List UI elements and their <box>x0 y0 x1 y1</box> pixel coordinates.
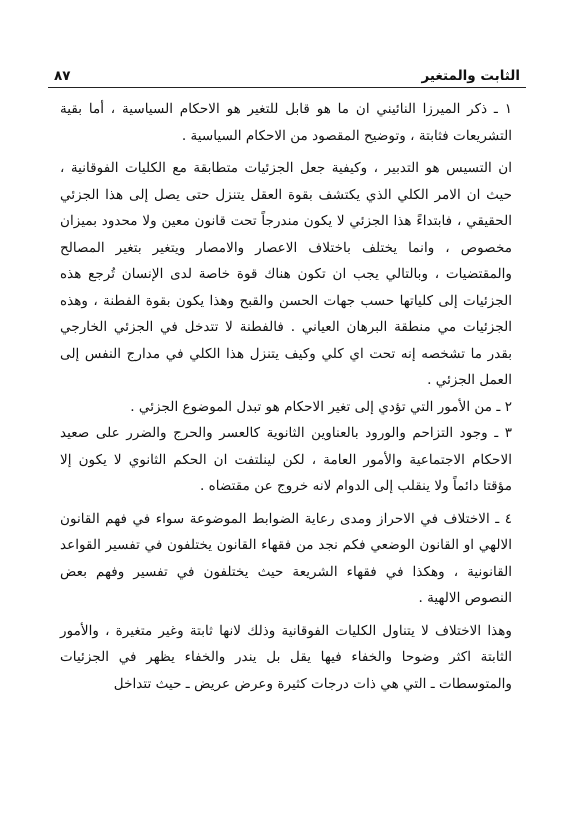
paragraph-3: ٢ ـ من الأمور التي تؤدي إلى تغير الاحكام هو تبدل الموضوع الجزئي . <box>130 398 512 415</box>
running-header <box>48 62 526 88</box>
paragraph-4: ٣ ـ وجود التزاحم والورود بالعناوين الثانوية كالعسر والحرج والضرر على صعيد الاحكام الاجتماعية والأمور العامة ، لكن لينلتفت ان الحكم الثانوي لا يكون إلا مؤقتا دائماً ولا ينقلب إلى الدوام لانه خروج عن مقتضاه . <box>60 425 512 494</box>
paragraph-5: ٤ ـ الاختلاف في الاحراز ومدى رعاية الضوابط الموضوعة سواء في فهم القانون الالهي او القانون الوضعي فكم نجد من فقهاء القانون يختلفون في تفسير القواعد القانونية ، وهكذا في فقهاء الشريعة حيث يختلفون في تفسير وفهم بعض النصوص الالهية . <box>60 510 512 606</box>
body-text <box>60 96 512 697</box>
paragraph-6: وهذا الاختلاف لا يتناول الكليات الفوقانية وذلك لانها ثابتة وغير متغيرة ، والأمور الثابتة اكثر وضوحا والخفاء فيها يقل بل يندر والخفاء يظهر في الجزئيات والمتوسطات ـ التي هي ذات درجات كثيرة وعرض عريض ـ حيث تتداخل <box>60 622 512 692</box>
paragraph-1: ١ ـ ذكر الميرزا النائيني ان ما هو قابل للتغير هو الاحكام السياسية ، أما بقية التشريعات فثابتة ، وتوضيح المقصود من الاحكام السياسية . <box>60 101 512 144</box>
page-number: ٨٧ <box>54 68 71 84</box>
paragraph-2: ان التسيس هو التدبير ، وكيفية جعل الجزئيات متطابقة مع الكليات الفوقانية ، حيث ان الامر الكلي الذي يكتشف بقوة العقل يتنزل حتى يصل إلى هذا الجزئي الحقيقي ، فابتداءً هذا الجزئي لا يكون مندرجاً تحت قانون معين ولا محدود بميزان مخصوص ، وانما يختلف باختلاف الاعصار والامصار ويتغير بتغير المصالح والمقتضيات ، وبالتالي يجب ان تكون هناك قوة خاصة لدى الإنسان تُرجع هذه الجزئيات إلى كلياتها حسب جهات الحسن والقبح وهذا يكون بقوة الفطنة ، وهذه الجزئيات مي منطقة البرهان العياني . فالفطنة لا تتدخل في الجزئي الخارجي بقدر ما تشخصه إنه تحت اي كلي وكيف يتنزل هذا الكلي في مدارج النفس إلى العمل الجزئي . <box>60 160 512 388</box>
header-title: الثابت والمتغير <box>421 68 520 84</box>
